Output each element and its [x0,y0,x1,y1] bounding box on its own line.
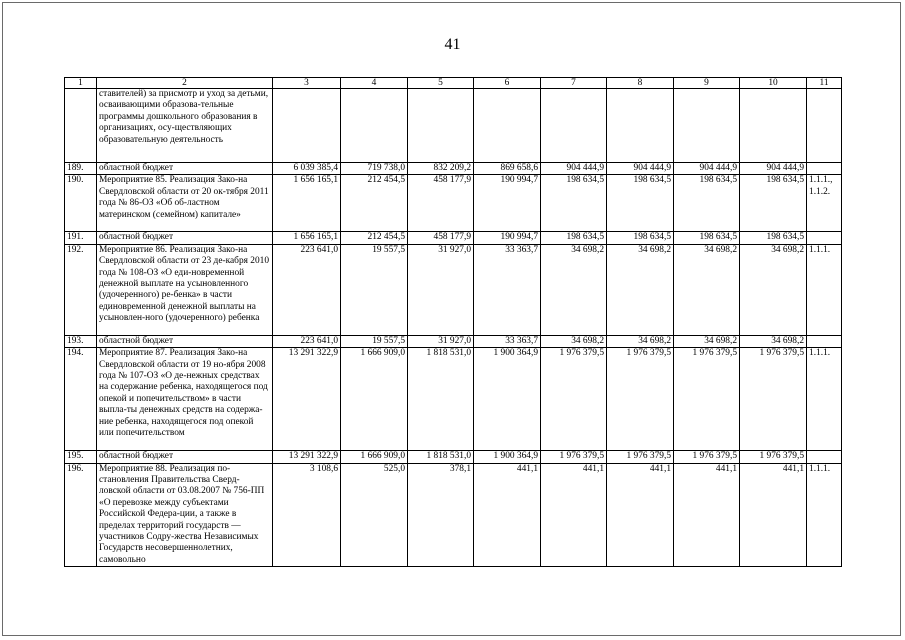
table-header-row [65,78,842,89]
target-ref [807,89,842,163]
row-number: 193. [65,335,97,347]
row-description: областной бюджет [97,335,273,347]
header-cell: 10 [740,78,807,89]
value-cell: 378,1 [408,463,474,567]
table-row [65,335,842,347]
value-cell: 198 634,5 [740,175,807,232]
value-cell [474,89,541,163]
value-cell: 198 634,5 [541,232,607,244]
value-cell [607,89,674,163]
value-cell: 458 177,9 [408,232,474,244]
table-row [65,244,842,335]
value-cell: 458 177,9 [408,175,474,232]
value-cell: 198 634,5 [607,175,674,232]
row-description: Мероприятие 85. Реализация Зако-на Свердловской области от 20 ок-тября 2011 года № 86-ОЗ «Об об-ластном материнском (семейном) капитале» [97,175,273,232]
value-cell: 198 634,5 [740,232,807,244]
table-row [65,463,842,567]
value-cell: 19 557,5 [341,335,408,347]
value-cell: 198 634,5 [607,232,674,244]
value-cell: 1 976 379,5 [740,348,807,451]
value-cell: 212 454,5 [341,232,408,244]
budget-table [64,77,842,567]
table-row [65,232,842,244]
value-cell: 869 658,6 [474,163,541,175]
value-cell: 19 557,5 [341,244,408,335]
value-cell: 1 976 379,5 [674,348,740,451]
row-number: 189. [65,163,97,175]
value-cell: 441,1 [740,463,807,567]
value-cell: 34 698,2 [674,244,740,335]
value-cell: 34 698,2 [674,335,740,347]
row-number: 196. [65,463,97,567]
value-cell [341,89,408,163]
row-number: 195. [65,451,97,463]
value-cell [740,89,807,163]
row-description: ставителей) за присмотр и уход за детьми, осваивающими образова-тельные программы дошкольного образования в организациях, осу-ществляющих образовательную деятельность [97,89,273,163]
header-cell: 3 [273,78,341,89]
header-cell: 7 [541,78,607,89]
value-cell [674,89,740,163]
value-cell: 34 698,2 [740,335,807,347]
value-cell: 34 698,2 [607,335,674,347]
value-cell: 3 108,6 [273,463,341,567]
target-ref: 1.1.1. [807,463,842,567]
table-row [65,89,842,163]
value-cell: 33 363,7 [474,244,541,335]
value-cell: 190 994,7 [474,175,541,232]
value-cell: 525,0 [341,463,408,567]
value-cell: 1 900 364,9 [474,348,541,451]
value-cell: 1 976 379,5 [740,451,807,463]
value-cell: 31 927,0 [408,244,474,335]
value-cell: 34 698,2 [541,244,607,335]
target-ref [807,335,842,347]
table-row [65,451,842,463]
header-cell: 2 [97,78,273,89]
value-cell: 1 666 909,0 [341,348,408,451]
value-cell: 1 818 531,0 [408,451,474,463]
table-row [65,163,842,175]
value-cell: 13 291 322,9 [273,451,341,463]
header-cell: 8 [607,78,674,89]
value-cell: 223 641,0 [273,244,341,335]
value-cell: 1 976 379,5 [607,451,674,463]
value-cell: 1 976 379,5 [541,348,607,451]
header-cell: 5 [408,78,474,89]
value-cell: 190 994,7 [474,232,541,244]
row-description: Мероприятие 86. Реализация Зако-на Свердловской области от 23 де-кабря 2010 года № 108-ОЗ «О еди-новременной денежной выплате на усыновленного (удочеренного) ре-бенка» в части единовременной денежной выплаты на усыновлен-ного (удочеренного) ребенка [97,244,273,335]
target-ref [807,163,842,175]
row-number: 194. [65,348,97,451]
value-cell: 1 900 364,9 [474,451,541,463]
value-cell [273,89,341,163]
row-description: Мероприятие 88. Реализация по-становления Правительства Сверд-ловской области от 03.08.2007 № 756-ПП «О перевозке между субъектами Российской Федера-ции, а также в пределах территорий государств — участников Содру-жества Независимых Государств несовершеннолетних, самовольно [97,463,273,567]
value-cell: 441,1 [474,463,541,567]
target-ref: 1.1.1. [807,348,842,451]
target-ref: 1.1.1., 1.1.2. [807,175,842,232]
value-cell: 31 927,0 [408,335,474,347]
value-cell: 198 634,5 [674,175,740,232]
row-number: 191. [65,232,97,244]
header-cell: 9 [674,78,740,89]
table-row [65,348,842,451]
row-number [65,89,97,163]
row-number: 190. [65,175,97,232]
row-description: областной бюджет [97,163,273,175]
value-cell: 1 666 909,0 [341,451,408,463]
value-cell: 198 634,5 [674,232,740,244]
value-cell: 904 444,9 [674,163,740,175]
value-cell: 198 634,5 [541,175,607,232]
header-cell: 6 [474,78,541,89]
value-cell: 904 444,9 [740,163,807,175]
row-number: 192. [65,244,97,335]
header-cell: 4 [341,78,408,89]
value-cell: 34 698,2 [740,244,807,335]
value-cell: 223 641,0 [273,335,341,347]
target-ref [807,232,842,244]
value-cell: 441,1 [607,463,674,567]
value-cell: 13 291 322,9 [273,348,341,451]
header-cell: 11 [807,78,842,89]
value-cell: 34 698,2 [607,244,674,335]
value-cell: 832 209,2 [408,163,474,175]
value-cell: 1 976 379,5 [674,451,740,463]
value-cell: 33 363,7 [474,335,541,347]
value-cell: 719 738,0 [341,163,408,175]
row-description: Мероприятие 87. Реализация Зако-на Свердловской области от 19 но-ября 2008 года № 107-ОЗ «О де-нежных средствах на содержание ребенка, находящегося под опекой и попечительством» в части выпла-ты денежных средств на содержа-ние ребенка, находящегося под опекой или попечительством [97,348,273,451]
value-cell: 1 818 531,0 [408,348,474,451]
page-number: 41 [444,36,461,53]
value-cell: 6 039 385,4 [273,163,341,175]
value-cell: 1 976 379,5 [541,451,607,463]
row-description: областной бюджет [97,232,273,244]
target-ref [807,451,842,463]
value-cell: 904 444,9 [607,163,674,175]
value-cell: 441,1 [541,463,607,567]
value-cell: 441,1 [674,463,740,567]
target-ref: 1.1.1. [807,244,842,335]
value-cell [541,89,607,163]
row-description: областной бюджет [97,451,273,463]
value-cell: 212 454,5 [341,175,408,232]
value-cell: 1 976 379,5 [607,348,674,451]
table-row [65,175,842,232]
value-cell: 1 656 165,1 [273,175,341,232]
value-cell: 1 656 165,1 [273,232,341,244]
value-cell: 904 444,9 [541,163,607,175]
value-cell: 34 698,2 [541,335,607,347]
header-cell: 1 [65,78,97,89]
value-cell [408,89,474,163]
